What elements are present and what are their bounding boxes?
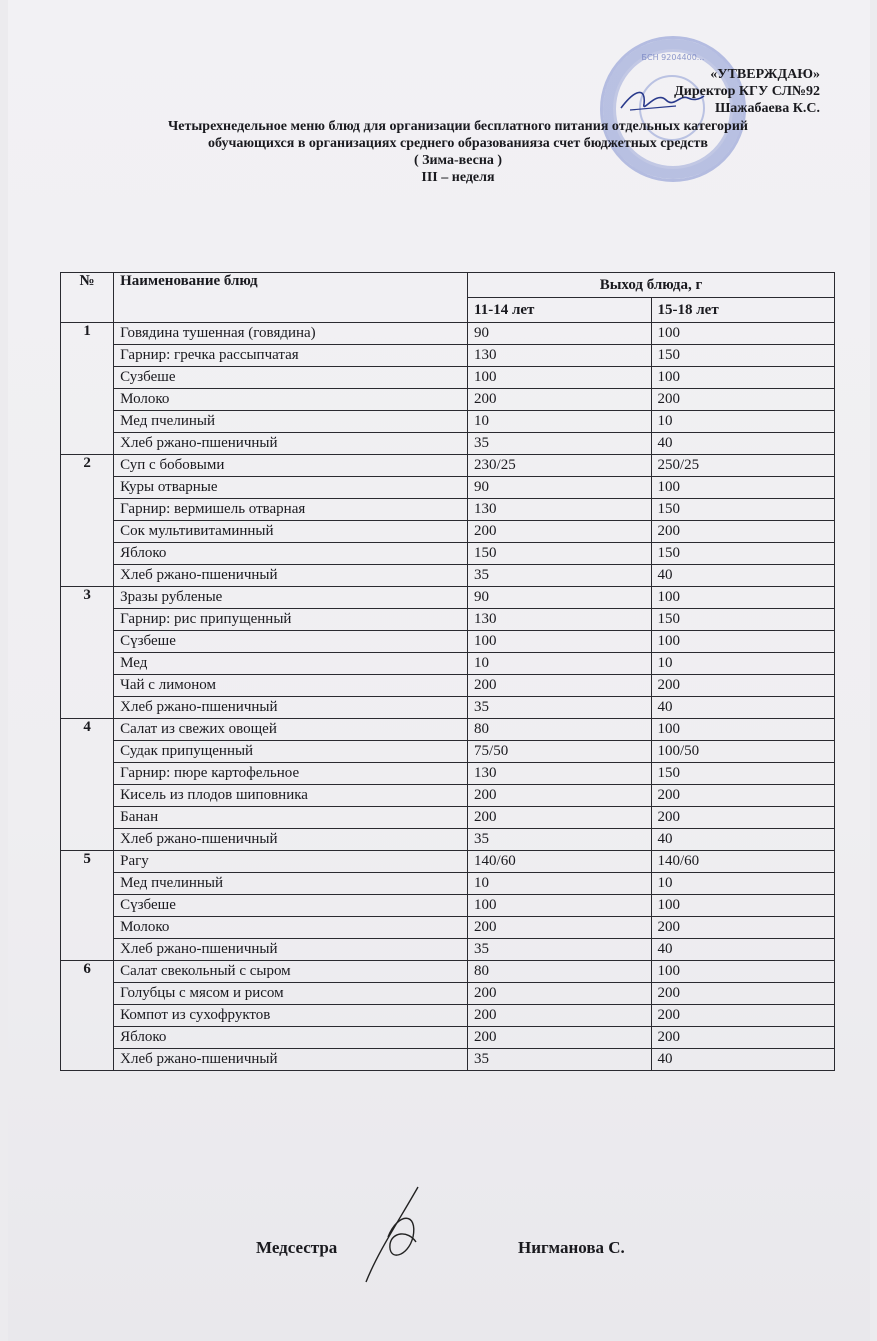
portion-15-18: 100: [651, 587, 835, 609]
table-row: [61, 587, 835, 609]
portion-15-18: 200: [651, 521, 835, 543]
portion-15-18: 250/25: [651, 455, 835, 477]
dish-name: Голубцы с мясом и рисом: [114, 983, 468, 1005]
portion-11-14: 100: [468, 631, 651, 653]
portion-15-18: 200: [651, 389, 835, 411]
dish-name: Хлеб ржано-пшеничный: [114, 565, 468, 587]
dish-name: Салат свекольный с сыром: [114, 961, 468, 983]
dish-name: Хлеб ржано-пшеничный: [114, 697, 468, 719]
table-row: [61, 367, 835, 389]
table-row: [61, 323, 835, 345]
table-row: [61, 1049, 835, 1071]
table-row: [61, 829, 835, 851]
table-row: [61, 851, 835, 873]
portion-15-18: 10: [651, 873, 835, 895]
dish-name: Гарнир: рис припущенный: [114, 609, 468, 631]
table-row: [61, 389, 835, 411]
portion-11-14: 80: [468, 961, 651, 983]
portion-15-18: 150: [651, 609, 835, 631]
table-row: [61, 433, 835, 455]
portion-11-14: 150: [468, 543, 651, 565]
dish-name: Сузбеше: [114, 367, 468, 389]
day-number: 4: [61, 719, 114, 851]
dish-name: Хлеб ржано-пшеничный: [114, 939, 468, 961]
portion-15-18: 100: [651, 719, 835, 741]
table-row: [61, 785, 835, 807]
day-number: 1: [61, 323, 114, 455]
portion-15-18: 100: [651, 895, 835, 917]
dish-name: Банан: [114, 807, 468, 829]
dish-name: Салат из свежих овощей: [114, 719, 468, 741]
portion-11-14: 200: [468, 675, 651, 697]
dish-name: Говядина тушенная (говядина): [114, 323, 468, 345]
table-row: [61, 983, 835, 1005]
portion-15-18: 150: [651, 345, 835, 367]
table-row: [61, 741, 835, 763]
portion-15-18: 100/50: [651, 741, 835, 763]
portion-15-18: 150: [651, 763, 835, 785]
dish-name: Яблоко: [114, 1027, 468, 1049]
portion-11-14: 140/60: [468, 851, 651, 873]
dish-name: Компот из сухофруктов: [114, 1005, 468, 1027]
portion-11-14: 35: [468, 829, 651, 851]
portion-11-14: 10: [468, 411, 651, 433]
portion-15-18: 40: [651, 939, 835, 961]
dish-name: Гарнир: гречка рассыпчатая: [114, 345, 468, 367]
portion-11-14: 10: [468, 653, 651, 675]
portion-11-14: 100: [468, 895, 651, 917]
dish-name: Сүзбеше: [114, 631, 468, 653]
table-row: [61, 411, 835, 433]
table-row: [61, 653, 835, 675]
nurse-signature: [358, 1182, 438, 1292]
table-row: [61, 631, 835, 653]
dish-name: Сок мультивитаминный: [114, 521, 468, 543]
table-row: [61, 521, 835, 543]
col-num-header: №: [61, 273, 114, 323]
table-row: [61, 807, 835, 829]
portion-15-18: 100: [651, 961, 835, 983]
dish-name: Молоко: [114, 917, 468, 939]
portion-11-14: 200: [468, 917, 651, 939]
document-header: [108, 118, 808, 186]
portion-11-14: 90: [468, 323, 651, 345]
portion-15-18: 40: [651, 433, 835, 455]
portion-15-18: 200: [651, 983, 835, 1005]
portion-15-18: 200: [651, 1005, 835, 1027]
portion-11-14: 130: [468, 345, 651, 367]
portion-15-18: 200: [651, 785, 835, 807]
table-row: [61, 939, 835, 961]
portion-15-18: 40: [651, 697, 835, 719]
portion-15-18: 40: [651, 1049, 835, 1071]
table-row: [61, 499, 835, 521]
approval-block: [674, 66, 820, 117]
dish-name: Чай с лимоном: [114, 675, 468, 697]
header-line-2: обучающихся в организациях среднего образованияза счет бюджетных средств: [208, 136, 708, 151]
portion-15-18: 10: [651, 411, 835, 433]
col-dish-header: Наименование блюд: [114, 273, 468, 323]
portion-15-18: 10: [651, 653, 835, 675]
approval-name: Шажабаева К.С.: [714, 101, 820, 116]
portion-11-14: 35: [468, 1049, 651, 1071]
table-row: [61, 455, 835, 477]
table-row: [61, 675, 835, 697]
dish-name: Мед: [114, 653, 468, 675]
table-row: [61, 565, 835, 587]
portion-11-14: 230/25: [468, 455, 651, 477]
dish-name: Куры отварные: [114, 477, 468, 499]
dish-name: Сүзбеше: [114, 895, 468, 917]
portion-11-14: 200: [468, 389, 651, 411]
portion-11-14: 130: [468, 499, 651, 521]
document-page: [8, 0, 870, 1341]
stamp-text: БСН 9204400...: [641, 53, 705, 62]
footer-block: [256, 1238, 625, 1258]
portion-11-14: 90: [468, 587, 651, 609]
portion-15-18: 200: [651, 1027, 835, 1049]
table-row: [61, 895, 835, 917]
portion-11-14: 35: [468, 433, 651, 455]
day-number: 5: [61, 851, 114, 961]
portion-15-18: 40: [651, 565, 835, 587]
dish-name: Гарнир: вермишель отварная: [114, 499, 468, 521]
table-row: [61, 609, 835, 631]
approval-title: «УТВЕРЖДАЮ»: [710, 67, 820, 82]
dish-name: Мед пчелиный: [114, 411, 468, 433]
portion-15-18: 200: [651, 675, 835, 697]
day-number: 2: [61, 455, 114, 587]
table-row: [61, 961, 835, 983]
col-age2-header: 15-18 лет: [651, 298, 835, 323]
portion-11-14: 35: [468, 939, 651, 961]
day-number: 6: [61, 961, 114, 1071]
dish-name: Судак припущенный: [114, 741, 468, 763]
portion-15-18: 200: [651, 807, 835, 829]
table-row: [61, 873, 835, 895]
table-row: [61, 543, 835, 565]
portion-11-14: 100: [468, 367, 651, 389]
dish-name: Мед пчелинный: [114, 873, 468, 895]
portion-11-14: 200: [468, 983, 651, 1005]
table-row: [61, 719, 835, 741]
portion-11-14: 10: [468, 873, 651, 895]
header-season: ( Зима-весна ): [413, 153, 503, 168]
dish-name: Суп с бобовыми: [114, 455, 468, 477]
day-number: 3: [61, 587, 114, 719]
dish-name: Гарнир: пюре картофельное: [114, 763, 468, 785]
approval-position: Директор КГУ СЛ№92: [674, 84, 820, 99]
portion-15-18: 100: [651, 477, 835, 499]
portion-11-14: 200: [468, 785, 651, 807]
portion-15-18: 40: [651, 829, 835, 851]
table-row: [61, 1005, 835, 1027]
portion-15-18: 100: [651, 367, 835, 389]
footer-name: Нигманова С.: [518, 1238, 625, 1257]
header-week: III – неделя: [421, 170, 495, 185]
header-line-1: Четырехнедельное меню блюд для организации бесплатного питания отдельных категорий: [168, 119, 748, 134]
col-output-header: Выход блюда, г: [468, 273, 835, 298]
col-age1-header: 11-14 лет: [468, 298, 651, 323]
portion-15-18: 140/60: [651, 851, 835, 873]
table-row: [61, 917, 835, 939]
table-row: [61, 697, 835, 719]
dish-name: Зразы рубленые: [114, 587, 468, 609]
footer-role: Медсестра: [256, 1238, 338, 1257]
portion-11-14: 35: [468, 697, 651, 719]
portion-11-14: 90: [468, 477, 651, 499]
portion-11-14: 35: [468, 565, 651, 587]
dish-name: Рагу: [114, 851, 468, 873]
dish-name: Хлеб ржано-пшеничный: [114, 433, 468, 455]
portion-11-14: 75/50: [468, 741, 651, 763]
portion-15-18: 150: [651, 543, 835, 565]
table-row: [61, 477, 835, 499]
portion-15-18: 150: [651, 499, 835, 521]
portion-15-18: 100: [651, 323, 835, 345]
portion-11-14: 80: [468, 719, 651, 741]
portion-11-14: 200: [468, 1005, 651, 1027]
portion-11-14: 130: [468, 609, 651, 631]
table-row: [61, 345, 835, 367]
portion-11-14: 200: [468, 807, 651, 829]
dish-name: Яблоко: [114, 543, 468, 565]
dish-name: Хлеб ржано-пшеничный: [114, 829, 468, 851]
portion-11-14: 130: [468, 763, 651, 785]
table-row: [61, 763, 835, 785]
portion-15-18: 100: [651, 631, 835, 653]
portion-11-14: 200: [468, 1027, 651, 1049]
dish-name: Хлеб ржано-пшеничный: [114, 1049, 468, 1071]
portion-15-18: 200: [651, 917, 835, 939]
dish-name: Кисель из плодов шиповника: [114, 785, 468, 807]
portion-11-14: 200: [468, 521, 651, 543]
menu-table: [60, 272, 835, 1071]
dish-name: Молоко: [114, 389, 468, 411]
table-row: [61, 1027, 835, 1049]
